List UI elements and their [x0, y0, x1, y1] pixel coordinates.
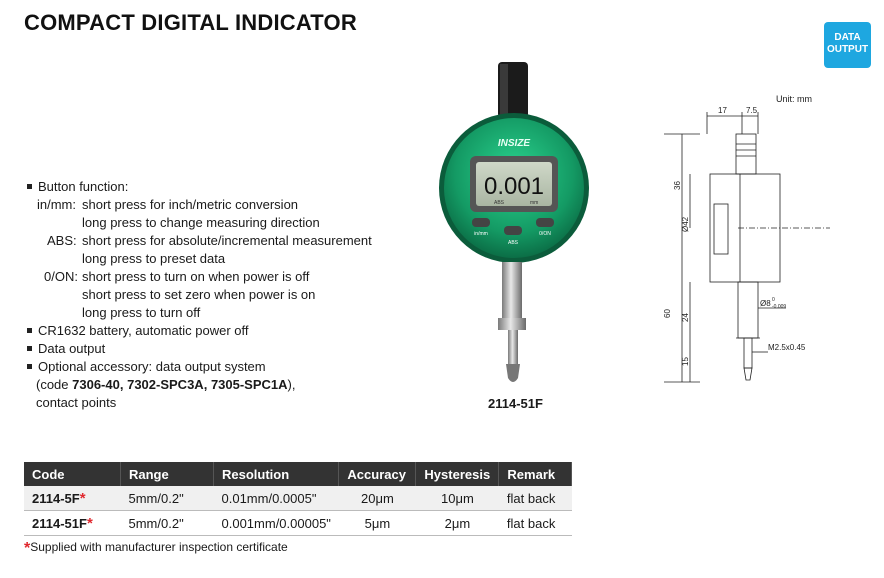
- drawing-spindle: [744, 338, 752, 368]
- bullet-icon: [27, 346, 32, 351]
- footnote-text: Supplied with manufacturer inspection certificate: [30, 540, 288, 554]
- in-mm-button: [472, 218, 490, 227]
- code-cell: 2114-51F: [32, 515, 87, 531]
- code-cell: 2114-5F: [32, 490, 80, 506]
- badge-line-2: OUTPUT: [826, 44, 869, 55]
- indicator-illustration: [436, 58, 596, 394]
- col-accuracy: Accuracy: [339, 462, 416, 486]
- feature-line: 0/ON: short press to turn on when power is off: [44, 269, 310, 284]
- col-hysteresis: Hysteresis: [416, 462, 499, 486]
- svg-text:0/ON: 0/ON: [539, 231, 551, 237]
- feature-button-function: Button function:: [24, 178, 266, 196]
- footnote-star-icon: *: [24, 540, 31, 557]
- hysteresis-cell: 2μm: [416, 511, 499, 536]
- dim-36: 36: [673, 181, 682, 190]
- dim-8-tol-upper: 0: [772, 297, 775, 303]
- lcd-value: 0.001: [483, 173, 545, 200]
- contact-point: [506, 364, 520, 382]
- feature-line: in/mm: short press for inch/metric conversion: [37, 197, 299, 212]
- svg-text:in/mm: in/mm: [474, 231, 488, 237]
- product-label: 2114-51F: [488, 396, 543, 411]
- feature-line: long press to turn off: [82, 305, 201, 320]
- table-header-row: [24, 462, 572, 486]
- feature-line: short press to set zero when power is on: [82, 287, 316, 302]
- accuracy-cell: 20μm: [339, 486, 416, 511]
- feature-list: [24, 178, 372, 412]
- bullet-icon: [27, 328, 32, 333]
- remark-cell: flat back: [499, 511, 572, 536]
- feature-line: ABS: short press for absolute/incremental measurement: [47, 233, 372, 248]
- dim-7-5: 7.5: [746, 106, 758, 115]
- resolution-cell: 0.01mm/0.0005": [214, 486, 339, 511]
- bullet-icon: [27, 184, 32, 189]
- drawing-stem: [738, 282, 758, 338]
- dim-60: 60: [663, 309, 672, 318]
- col-resolution: Resolution: [214, 462, 339, 486]
- table-row: [24, 511, 572, 536]
- table-row: [24, 486, 572, 511]
- dim-24: 24: [681, 313, 690, 322]
- footnote: [24, 540, 288, 558]
- dim-17: 17: [718, 106, 727, 115]
- unit-label: Unit: mm: [776, 94, 812, 104]
- bullet-icon: [27, 364, 32, 369]
- certificate-star-icon: *: [86, 514, 93, 532]
- range-cell: 5mm/0.2": [121, 486, 214, 511]
- accessory-code: 7305-SPC1A: [210, 377, 288, 392]
- drawing-body: [710, 174, 780, 282]
- hysteresis-cell: 10μm: [416, 486, 499, 511]
- resolution-cell: 0.001mm/0.00005": [214, 511, 339, 536]
- brand-logo: INSIZE: [497, 138, 531, 149]
- dim-15: 15: [681, 357, 690, 366]
- accuracy-cell: 5μm: [339, 511, 416, 536]
- feature-line: long press to change measuring direction: [82, 215, 320, 230]
- col-code: Code: [24, 462, 121, 486]
- badge-line-1: DATA: [834, 32, 861, 43]
- accessory-code: 7306-40: [72, 377, 120, 392]
- page-title: COMPACT DIGITAL INDICATOR: [24, 10, 357, 35]
- dim-8: Ø8: [760, 299, 771, 308]
- dimension-drawing: [650, 104, 830, 394]
- dim-thread: M2.5x0.45: [768, 343, 806, 352]
- feature-line: long press to preset data: [82, 251, 226, 266]
- feature-contact-points: contact points: [36, 395, 117, 410]
- spec-table: [24, 462, 572, 536]
- dim-42: Ø42: [681, 216, 690, 232]
- feature-accessory: Optional accessory: data output system: [24, 358, 266, 376]
- spindle: [508, 330, 518, 364]
- lcd-abs-indicator: ABS: [494, 200, 505, 206]
- certificate-star-icon: *: [79, 489, 86, 507]
- dim-8-tol-lower: -0.009: [772, 304, 787, 310]
- col-range: Range: [121, 462, 214, 486]
- zero-on-button: [536, 218, 554, 227]
- lcd-unit-indicator: mm: [530, 200, 539, 206]
- range-cell: 5mm/0.2": [121, 511, 214, 536]
- data-output-badge: [824, 22, 871, 68]
- feature-data-output: Data output: [24, 340, 266, 358]
- accessory-code: 7302-SPC3A: [127, 377, 204, 392]
- drawing-cap: [736, 134, 756, 174]
- remark-cell: flat back: [499, 486, 572, 511]
- svg-text:ABS: ABS: [507, 240, 519, 246]
- col-remark: Remark: [499, 462, 572, 486]
- feature-battery: CR1632 battery, automatic power off: [24, 322, 266, 340]
- stem: [502, 262, 522, 318]
- abs-button: [504, 226, 522, 235]
- feature-accessory-codes: (code 7306-40, 7302-SPC3A, 7305-SPC1A),: [36, 377, 296, 392]
